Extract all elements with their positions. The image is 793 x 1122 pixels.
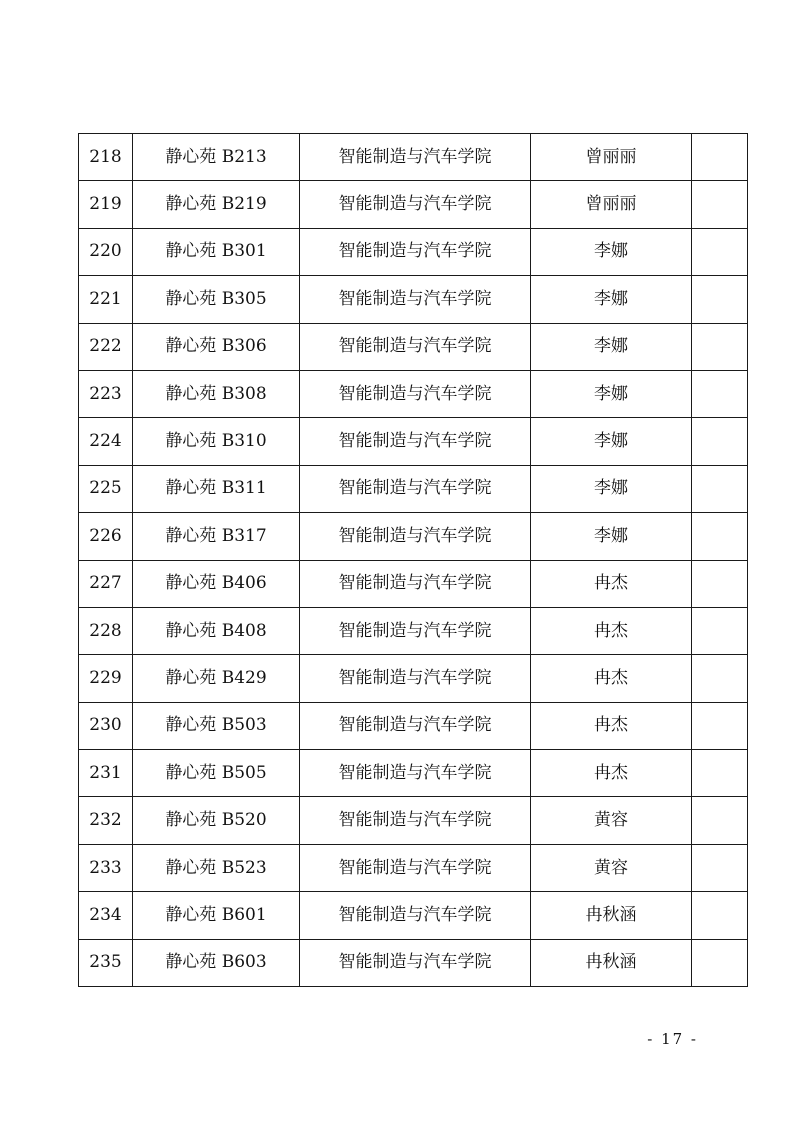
note-cell	[692, 750, 748, 797]
room-cell: 静心苑 B505	[133, 750, 300, 797]
table-row	[79, 939, 748, 986]
table-row	[79, 655, 748, 702]
row-number-cell: 235	[79, 939, 133, 986]
college-cell: 智能制造与汽车学院	[300, 844, 531, 891]
college-cell: 智能制造与汽车学院	[300, 513, 531, 560]
row-number-cell: 232	[79, 797, 133, 844]
row-number-cell: 225	[79, 465, 133, 512]
note-cell	[692, 655, 748, 702]
person-in-charge-cell: 李娜	[531, 465, 692, 512]
college-cell: 智能制造与汽车学院	[300, 134, 531, 181]
note-cell	[692, 370, 748, 417]
room-cell: 静心苑 B406	[133, 560, 300, 607]
dormitory-table-body	[79, 134, 748, 987]
room-cell: 静心苑 B310	[133, 418, 300, 465]
table-row	[79, 844, 748, 891]
row-number-cell: 234	[79, 892, 133, 939]
college-cell: 智能制造与汽车学院	[300, 702, 531, 749]
table-row	[79, 465, 748, 512]
person-in-charge-cell: 冉杰	[531, 702, 692, 749]
table-row	[79, 276, 748, 323]
table-row	[79, 370, 748, 417]
room-cell: 静心苑 B311	[133, 465, 300, 512]
row-number-cell: 230	[79, 702, 133, 749]
room-cell: 静心苑 B429	[133, 655, 300, 702]
note-cell	[692, 797, 748, 844]
college-cell: 智能制造与汽车学院	[300, 323, 531, 370]
row-number-cell: 218	[79, 134, 133, 181]
person-in-charge-cell: 李娜	[531, 513, 692, 560]
person-in-charge-cell: 冉杰	[531, 750, 692, 797]
room-cell: 静心苑 B308	[133, 370, 300, 417]
note-cell	[692, 134, 748, 181]
page-number: - 17 -	[647, 1030, 698, 1048]
person-in-charge-cell: 冉杰	[531, 655, 692, 702]
table-row	[79, 892, 748, 939]
college-cell: 智能制造与汽车学院	[300, 418, 531, 465]
college-cell: 智能制造与汽车学院	[300, 560, 531, 607]
person-in-charge-cell: 李娜	[531, 370, 692, 417]
college-cell: 智能制造与汽车学院	[300, 607, 531, 654]
person-in-charge-cell: 黄容	[531, 844, 692, 891]
college-cell: 智能制造与汽车学院	[300, 939, 531, 986]
person-in-charge-cell: 李娜	[531, 228, 692, 275]
person-in-charge-cell: 曾丽丽	[531, 181, 692, 228]
note-cell	[692, 702, 748, 749]
row-number-cell: 222	[79, 323, 133, 370]
table-row	[79, 607, 748, 654]
room-cell: 静心苑 B408	[133, 607, 300, 654]
row-number-cell: 228	[79, 607, 133, 654]
person-in-charge-cell: 李娜	[531, 418, 692, 465]
college-cell: 智能制造与汽车学院	[300, 276, 531, 323]
table-row	[79, 797, 748, 844]
row-number-cell: 223	[79, 370, 133, 417]
note-cell	[692, 418, 748, 465]
college-cell: 智能制造与汽车学院	[300, 750, 531, 797]
note-cell	[692, 560, 748, 607]
table-row	[79, 228, 748, 275]
row-number-cell: 224	[79, 418, 133, 465]
room-cell: 静心苑 B601	[133, 892, 300, 939]
room-cell: 静心苑 B317	[133, 513, 300, 560]
room-cell: 静心苑 B305	[133, 276, 300, 323]
person-in-charge-cell: 李娜	[531, 323, 692, 370]
table-row	[79, 323, 748, 370]
table-row	[79, 134, 748, 181]
person-in-charge-cell: 冉杰	[531, 607, 692, 654]
note-cell	[692, 465, 748, 512]
room-cell: 静心苑 B523	[133, 844, 300, 891]
note-cell	[692, 228, 748, 275]
person-in-charge-cell: 冉秋涵	[531, 892, 692, 939]
row-number-cell: 226	[79, 513, 133, 560]
room-cell: 静心苑 B306	[133, 323, 300, 370]
table-row	[79, 560, 748, 607]
row-number-cell: 221	[79, 276, 133, 323]
dormitory-table	[78, 133, 748, 987]
note-cell	[692, 892, 748, 939]
room-cell: 静心苑 B219	[133, 181, 300, 228]
row-number-cell: 233	[79, 844, 133, 891]
note-cell	[692, 181, 748, 228]
college-cell: 智能制造与汽车学院	[300, 655, 531, 702]
note-cell	[692, 323, 748, 370]
note-cell	[692, 513, 748, 560]
room-cell: 静心苑 B213	[133, 134, 300, 181]
room-cell: 静心苑 B301	[133, 228, 300, 275]
row-number-cell: 220	[79, 228, 133, 275]
note-cell	[692, 607, 748, 654]
room-cell: 静心苑 B503	[133, 702, 300, 749]
table-row	[79, 702, 748, 749]
college-cell: 智能制造与汽车学院	[300, 797, 531, 844]
person-in-charge-cell: 冉秋涵	[531, 939, 692, 986]
person-in-charge-cell: 曾丽丽	[531, 134, 692, 181]
person-in-charge-cell: 李娜	[531, 276, 692, 323]
table-row	[79, 750, 748, 797]
college-cell: 智能制造与汽车学院	[300, 892, 531, 939]
note-cell	[692, 939, 748, 986]
row-number-cell: 227	[79, 560, 133, 607]
table-row	[79, 181, 748, 228]
college-cell: 智能制造与汽车学院	[300, 228, 531, 275]
college-cell: 智能制造与汽车学院	[300, 181, 531, 228]
note-cell	[692, 276, 748, 323]
table-row	[79, 418, 748, 465]
table-row	[79, 513, 748, 560]
college-cell: 智能制造与汽车学院	[300, 370, 531, 417]
room-cell: 静心苑 B603	[133, 939, 300, 986]
row-number-cell: 219	[79, 181, 133, 228]
person-in-charge-cell: 冉杰	[531, 560, 692, 607]
row-number-cell: 231	[79, 750, 133, 797]
person-in-charge-cell: 黄容	[531, 797, 692, 844]
college-cell: 智能制造与汽车学院	[300, 465, 531, 512]
room-cell: 静心苑 B520	[133, 797, 300, 844]
row-number-cell: 229	[79, 655, 133, 702]
note-cell	[692, 844, 748, 891]
